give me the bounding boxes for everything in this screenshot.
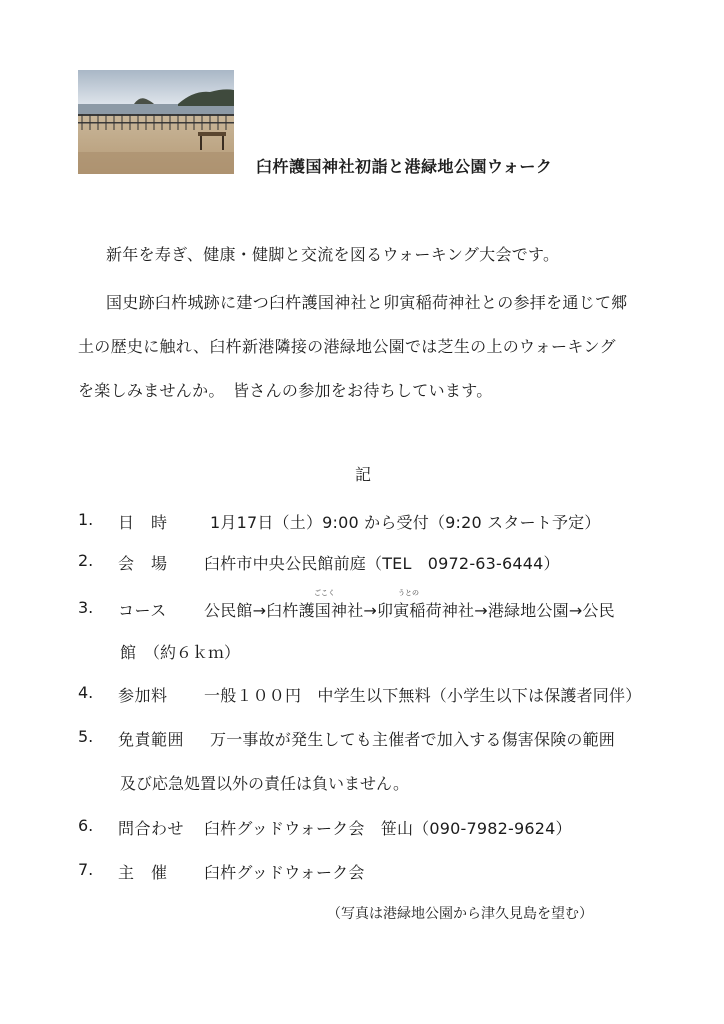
- item-label: 参加料: [118, 686, 168, 705]
- page-title: 臼杵護国神社初詣と港緑地公園ウォーク: [256, 157, 553, 176]
- item-value: 1月17日（土）9:00 から受付（9:20 スタート予定）: [210, 513, 601, 532]
- info-item-disclaimer-continued: 及び応急処置以外の責任は負いません。: [120, 774, 409, 793]
- item-number: 7.: [78, 860, 94, 879]
- item-number: 3.: [78, 598, 94, 617]
- item-value: 万一事故が発生しても主催者で加入する傷害保険の範囲: [210, 730, 616, 749]
- item-value: 一般１００円 中学生以下無料（小学生以下は保護者同伴）: [204, 686, 642, 705]
- item-value: 臼杵グッドウォーク会: [204, 863, 365, 882]
- item-number: 2.: [78, 551, 94, 570]
- item-number: 1.: [78, 510, 94, 529]
- ruby-gokoku: ごこく: [314, 589, 335, 597]
- item-number: 6.: [78, 816, 94, 835]
- section-mark: 記: [355, 465, 372, 484]
- item-number: 5.: [78, 727, 94, 746]
- item-label: 主 催: [118, 863, 168, 882]
- item-label: 会 場: [118, 554, 168, 573]
- photo-caption: （写真は港緑地公園から津久見島を望む）: [327, 906, 593, 922]
- item-label: 日 時: [118, 513, 168, 532]
- item-value: 臼杵市中央公民館前庭（TEL 0972-63-6444）: [204, 554, 560, 573]
- intro-paragraph-1: 新年を寿ぎ、健康・健脚と交流を図るウォーキング大会です。: [106, 245, 560, 264]
- harbor-park-photo: [78, 70, 234, 174]
- item-value: 公民館→臼杵護国神社→卯寅稲荷神社→港緑地公園→公民: [204, 601, 615, 620]
- info-item-course-continued: 館 （約６ｋｍ）: [120, 643, 241, 662]
- item-label: コース: [118, 601, 167, 620]
- intro-paragraph-2-line-3: を楽しみませんか。 皆さんの参加をお待ちしています。: [78, 381, 493, 400]
- intro-paragraph-2-line-2: 土の歴史に触れ、臼杵新港隣接の港緑地公園では芝生の上のウォーキング: [78, 337, 616, 356]
- intro-paragraph-2-line-1: 国史跡臼杵城跡に建つ臼杵護国神社と卯寅稲荷神社との参拝を通じて郷: [106, 293, 628, 312]
- item-label: 問合わせ: [118, 819, 185, 838]
- item-label: 免責範囲: [118, 730, 185, 749]
- ruby-utono: うとの: [398, 589, 419, 597]
- item-number: 4.: [78, 683, 94, 702]
- item-value: 臼杵グッドウォーク会 笹山（090-7982-9624）: [204, 819, 572, 838]
